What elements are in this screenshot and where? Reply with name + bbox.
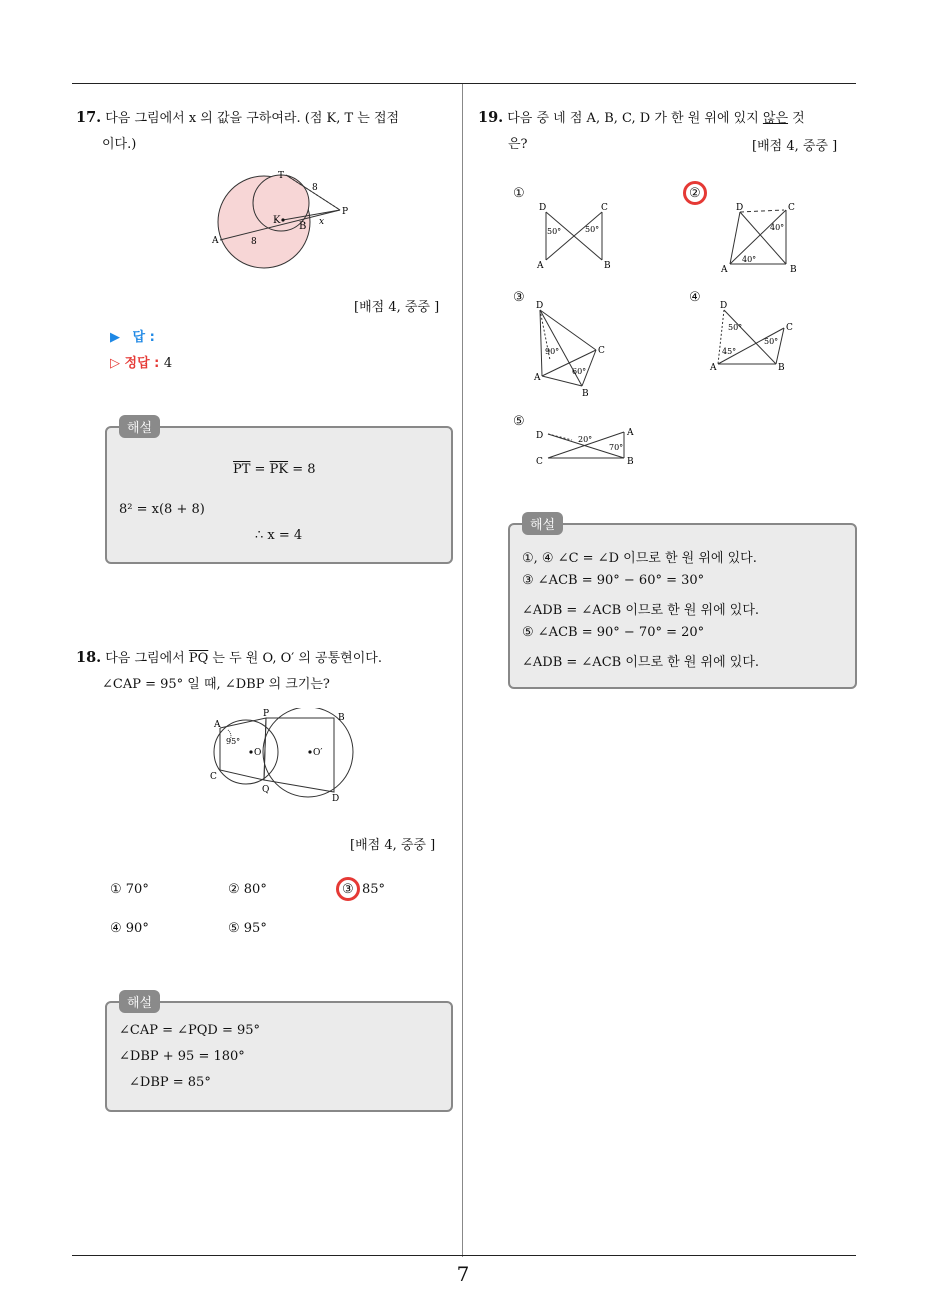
- q17-label-eight-top: 8: [312, 183, 318, 193]
- q18-question: 18. 다음 그림에서 $\overline{PQ}$ 는 두 원 O, O′ 의 공통현이다. ∠CAP = 95° 일 때, ∠DBP 의 크기는?: [76, 645, 460, 698]
- fig3-angle-2: 60°: [572, 367, 587, 376]
- fig5-angle-1: 20°: [578, 435, 593, 444]
- q19-figure-2: [718, 198, 808, 276]
- fig1-angle-1: 50°: [547, 227, 562, 236]
- q18-option-3-mark[interactable]: ③: [342, 882, 354, 897]
- fig3-label-D: D: [536, 301, 544, 311]
- q18-label-O2: O′: [313, 748, 323, 758]
- q17-correct-arrow-icon: ▷: [110, 356, 120, 371]
- q18-label-angle: 95°: [226, 737, 241, 746]
- fig1-angle-2: 50°: [585, 225, 600, 234]
- fig5-label-A: A: [627, 428, 634, 438]
- q19-score: [배점 4, 중중 ]: [752, 139, 838, 154]
- fig2-label-A: A: [721, 265, 728, 275]
- fig3-label-B: B: [582, 389, 589, 399]
- fig4-label-C: C: [786, 323, 793, 333]
- q17-solution-tag: 해설: [119, 415, 160, 438]
- fig5-angle-2: 70°: [609, 443, 624, 452]
- fig3-label-C: C: [598, 346, 605, 356]
- q18-label-P: P: [263, 709, 270, 719]
- q17-figure: [208, 170, 368, 275]
- fig2-angle-2: 40°: [742, 255, 757, 264]
- q17-correct-value: 4: [163, 356, 173, 371]
- q17-solution-line-1: $\overline{PT} = \overline{PK} = 8$: [233, 462, 316, 477]
- q18-label-B: B: [338, 713, 345, 723]
- fig4-angle-1: 50°: [728, 323, 743, 332]
- fig4-angle-3: 50°: [764, 337, 779, 346]
- q17-number: 17.: [76, 109, 102, 126]
- fig3-angle-1: 90°: [545, 347, 560, 356]
- fig1-label-D: D: [539, 203, 547, 213]
- column-divider: [462, 84, 463, 1257]
- q17-answer-label: 답 :: [132, 330, 155, 345]
- q17-text-line2: 이다.): [102, 137, 137, 152]
- q19-solution-line-5: ∠ADB = ∠ACB 이므로 한 원 위에 있다.: [522, 655, 760, 670]
- fig5-label-B: B: [627, 457, 634, 467]
- q17-question: [76, 105, 456, 158]
- q19-text-line2: 은?: [508, 137, 528, 152]
- q19-option-3-mark[interactable]: ③: [513, 290, 525, 305]
- q17-score: [배점 4, 중중 ]: [354, 300, 440, 315]
- fig4-label-D: D: [720, 301, 728, 311]
- q18-option-2[interactable]: ② 80°: [228, 882, 267, 897]
- q18-solution-line-2: ∠DBP + 95 = 180°: [119, 1049, 245, 1064]
- q18-number: 18.: [76, 649, 102, 666]
- q17-solution-line-2: 8² = x(8 + 8): [119, 502, 205, 517]
- q18-label-O: O: [254, 748, 262, 758]
- q19-solution-box: [508, 518, 857, 689]
- q19-figure-3: [530, 300, 620, 400]
- q18-text-line2: ∠CAP = 95° 일 때, ∠DBP 의 크기는?: [102, 677, 330, 692]
- q17-answer-arrow-icon: ▶: [110, 330, 120, 345]
- fig4-label-B: B: [778, 363, 785, 373]
- q19-solution-tag: 해설: [522, 512, 563, 535]
- q18-label-D: D: [332, 794, 340, 804]
- q19-question: 19. 다음 중 네 점 A, B, C, D 가 한 원 위에 있지 않은 것 은?: [478, 105, 858, 158]
- fig2-label-C: C: [788, 203, 795, 213]
- q19-option-2-mark[interactable]: ②: [689, 186, 701, 201]
- q17-label-eight-bottom: 8: [251, 237, 257, 247]
- q17-solution-line-3: ∴ x = 4: [255, 528, 303, 543]
- q17-answer-line: [110, 326, 155, 345]
- q18-option-5[interactable]: ⑤ 95°: [228, 921, 267, 936]
- q17-correct-line: [110, 352, 172, 371]
- q19-solution-line-3: ∠ADB = ∠ACB 이므로 한 원 위에 있다.: [522, 603, 760, 618]
- q18-label-Q: Q: [262, 785, 270, 795]
- fig2-label-D: D: [736, 203, 744, 213]
- fig4-label-A: A: [710, 363, 717, 373]
- fig2-label-B: B: [790, 265, 797, 275]
- fig1-label-A: A: [537, 261, 544, 271]
- q17-label-B: B: [299, 221, 307, 232]
- q17-label-x: x: [319, 217, 325, 227]
- q17-label-K: K: [273, 215, 281, 226]
- q19-figure-4: [708, 300, 798, 380]
- q18-score: [배점 4, 중중 ]: [350, 838, 436, 853]
- q19-option-4-mark[interactable]: ④: [689, 290, 701, 305]
- q18-option-1[interactable]: ① 70°: [110, 882, 149, 897]
- fig1-label-C: C: [601, 203, 608, 213]
- fig3-label-A: A: [534, 373, 541, 383]
- q17-text-line1: 다음 그림에서 x 의 값을 구하여라. (점 K, T 는 접점: [105, 111, 400, 126]
- top-rule: [72, 83, 856, 84]
- fig5-label-D: D: [536, 431, 544, 441]
- q18-solution-tag: 해설: [119, 990, 160, 1013]
- q17-label-A: A: [212, 236, 219, 246]
- q19-figure-1: [534, 198, 614, 273]
- q18-label-A: A: [214, 720, 221, 730]
- fig2-angle-1: 40°: [770, 223, 785, 232]
- q18-label-C: C: [210, 772, 217, 782]
- q19-number: 19.: [478, 109, 504, 126]
- q17-solution-box: [105, 421, 453, 564]
- q19-option-1-mark[interactable]: ①: [513, 186, 525, 201]
- q19-solution-line-2: ③ ∠ACB = 90° − 60° = 30°: [522, 573, 705, 588]
- bottom-rule: [72, 1255, 856, 1256]
- q18-option-3-value[interactable]: 85°: [362, 882, 386, 897]
- q18-figure: [206, 708, 366, 808]
- fig4-angle-2: 45°: [722, 347, 737, 356]
- q17-label-T: T: [278, 171, 285, 181]
- q19-solution-line-4: ⑤ ∠ACB = 90° − 70° = 20°: [522, 625, 705, 640]
- q17-correct-label: 정답 :: [124, 356, 160, 371]
- q19-figure-5: [532, 424, 642, 472]
- q19-option-5-mark[interactable]: ⑤: [513, 414, 525, 429]
- q19-solution-line-1: ①, ④ ∠C = ∠D 이므로 한 원 위에 있다.: [522, 551, 757, 566]
- q18-option-4[interactable]: ④ 90°: [110, 921, 149, 936]
- fig1-label-B: B: [604, 261, 611, 271]
- fig5-label-C: C: [536, 457, 543, 467]
- q18-solution-line-3: ∠DBP = 85°: [129, 1075, 211, 1090]
- q18-solution-box: [105, 996, 453, 1112]
- q18-solution-line-1: ∠CAP = ∠PQD = 95°: [119, 1023, 261, 1038]
- page-number: 7: [456, 1262, 470, 1286]
- q17-label-P: P: [342, 207, 349, 217]
